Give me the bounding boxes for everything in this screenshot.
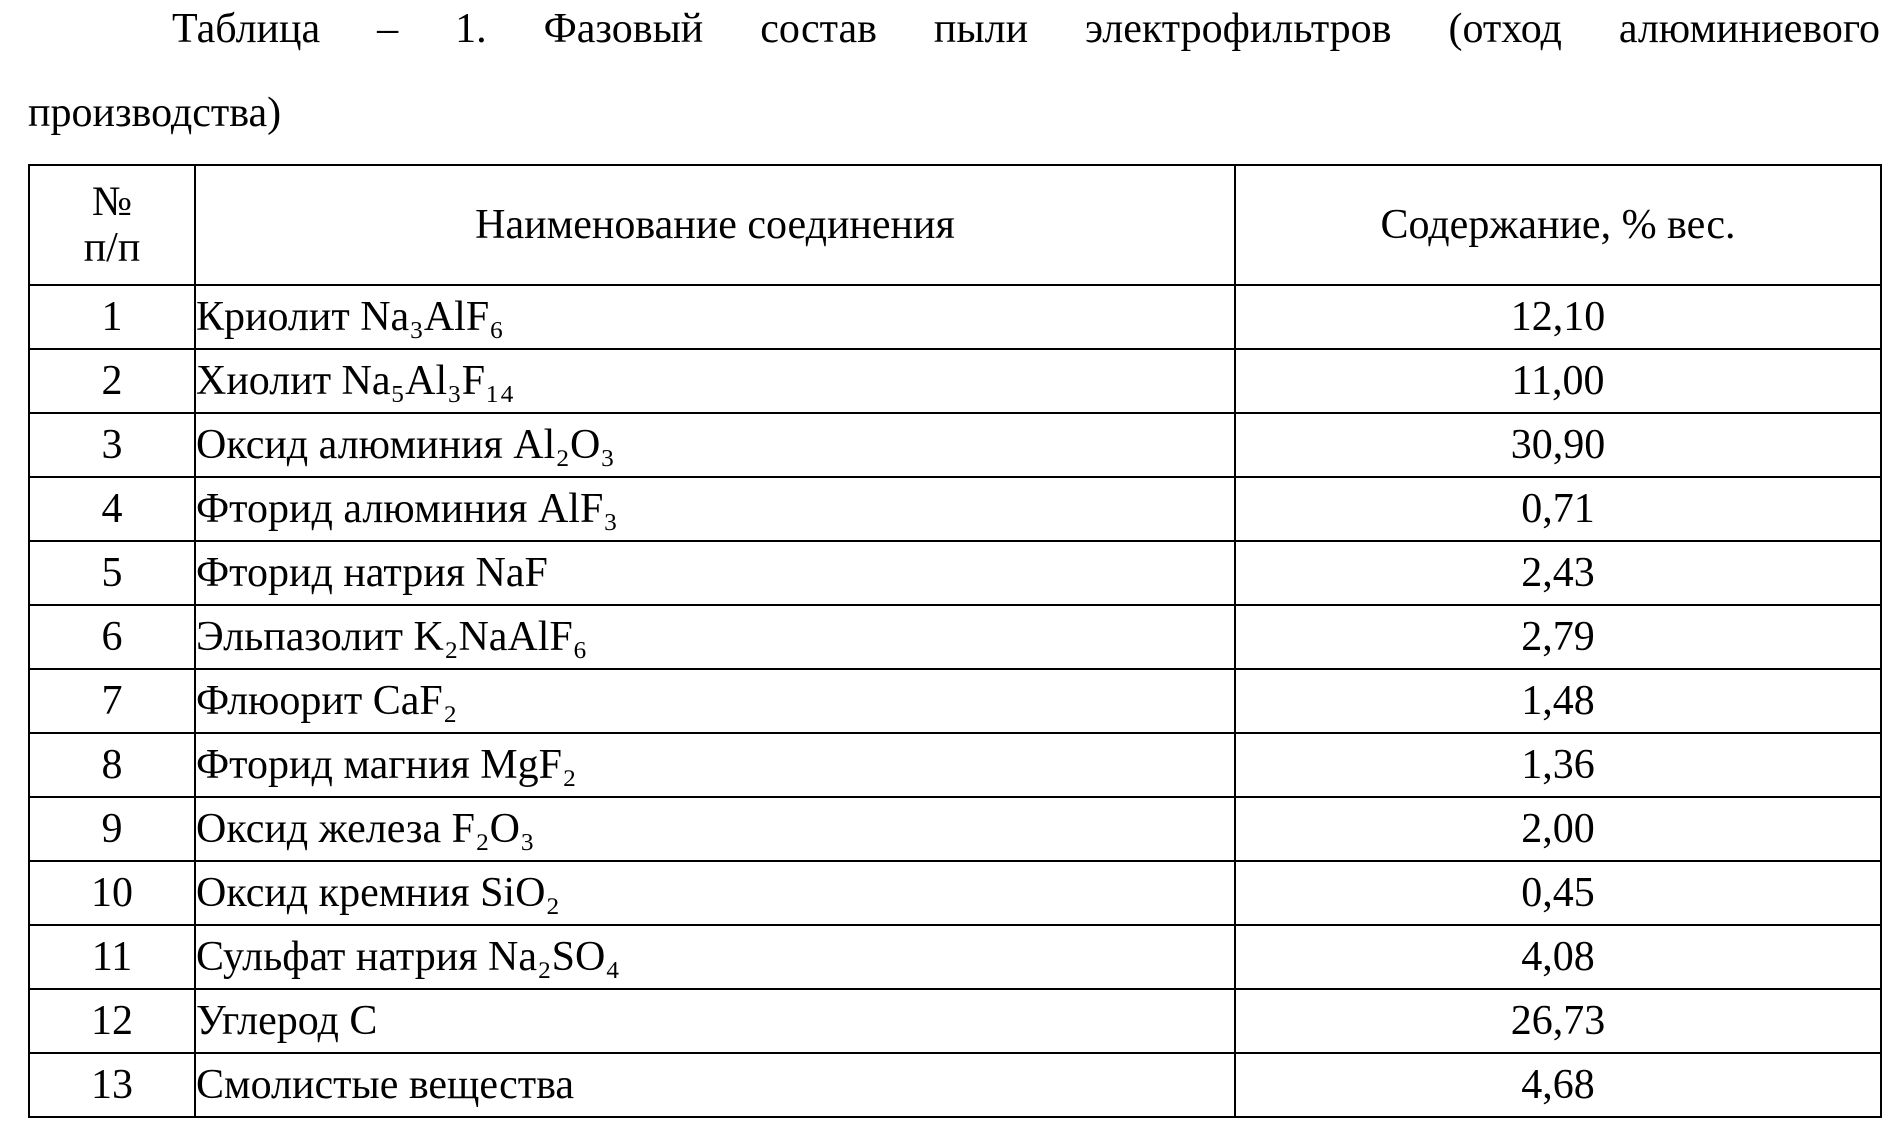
row-number: 6 <box>29 605 195 669</box>
row-number: 9 <box>29 797 195 861</box>
compound-name: Эльпазолит K₂NaAlF₆ <box>195 605 1235 669</box>
row-number: 12 <box>29 989 195 1053</box>
content-value: 4,08 <box>1235 925 1881 989</box>
content-value: 12,10 <box>1235 285 1881 349</box>
compound-name: Сульфат натрия Na₂SO₄ <box>195 925 1235 989</box>
table-row <box>29 285 1881 349</box>
content-value: 0,71 <box>1235 477 1881 541</box>
content-value: 11,00 <box>1235 349 1881 413</box>
row-number: 4 <box>29 477 195 541</box>
content-value: 30,90 <box>1235 413 1881 477</box>
content-value: 0,45 <box>1235 861 1881 925</box>
row-number: 1 <box>29 285 195 349</box>
compound-name: Фторид алюминия AlF₃ <box>195 477 1235 541</box>
content-value: 2,43 <box>1235 541 1881 605</box>
content-value: 2,00 <box>1235 797 1881 861</box>
compound-name: Оксид кремния SiO₂ <box>195 861 1235 925</box>
table-caption-line-1: Таблица – 1. Фазовый состав пыли электрофильтров (отход алюминиевого <box>172 6 1880 52</box>
compound-name: Флюорит CaF₂ <box>195 669 1235 733</box>
table-row <box>29 477 1881 541</box>
row-number: 11 <box>29 925 195 989</box>
content-value: 26,73 <box>1235 989 1881 1053</box>
header-number-abbr: п/п <box>83 225 141 271</box>
header-number-symbol: № <box>91 179 133 225</box>
row-number: 10 <box>29 861 195 925</box>
row-number: 7 <box>29 669 195 733</box>
compound-name: Углерод С <box>195 989 1235 1053</box>
table-row <box>29 925 1881 989</box>
compound-name: Хиолит Na₅Al₃F₁₄ <box>195 349 1235 413</box>
table-row <box>29 1053 1881 1117</box>
header-number <box>29 165 195 285</box>
header-content: Содержание, % вес. <box>1235 165 1881 285</box>
compound-name: Фторид магния MgF₂ <box>195 733 1235 797</box>
compound-name: Фторид натрия NaF <box>195 541 1235 605</box>
table-row <box>29 349 1881 413</box>
content-value: 1,36 <box>1235 733 1881 797</box>
table-caption-line-2: производства) <box>28 90 282 136</box>
content-value: 4,68 <box>1235 1053 1881 1117</box>
row-number: 3 <box>29 413 195 477</box>
table-row <box>29 989 1881 1053</box>
phase-composition-table <box>28 164 1882 1118</box>
table-row <box>29 861 1881 925</box>
compound-name: Оксид алюминия Al₂O₃ <box>195 413 1235 477</box>
row-number: 5 <box>29 541 195 605</box>
compound-name: Оксид железа F₂O₃ <box>195 797 1235 861</box>
row-number: 13 <box>29 1053 195 1117</box>
table-header-row <box>29 165 1881 285</box>
table-row <box>29 605 1881 669</box>
table-row <box>29 669 1881 733</box>
row-number: 2 <box>29 349 195 413</box>
table-row <box>29 413 1881 477</box>
row-number: 8 <box>29 733 195 797</box>
table-row <box>29 733 1881 797</box>
compound-name: Криолит Na₃AlF₆ <box>195 285 1235 349</box>
table-row <box>29 541 1881 605</box>
content-value: 1,48 <box>1235 669 1881 733</box>
compound-name: Смолистые вещества <box>195 1053 1235 1117</box>
header-compound-name: Наименование соединения <box>195 165 1235 285</box>
table-row <box>29 797 1881 861</box>
content-value: 2,79 <box>1235 605 1881 669</box>
